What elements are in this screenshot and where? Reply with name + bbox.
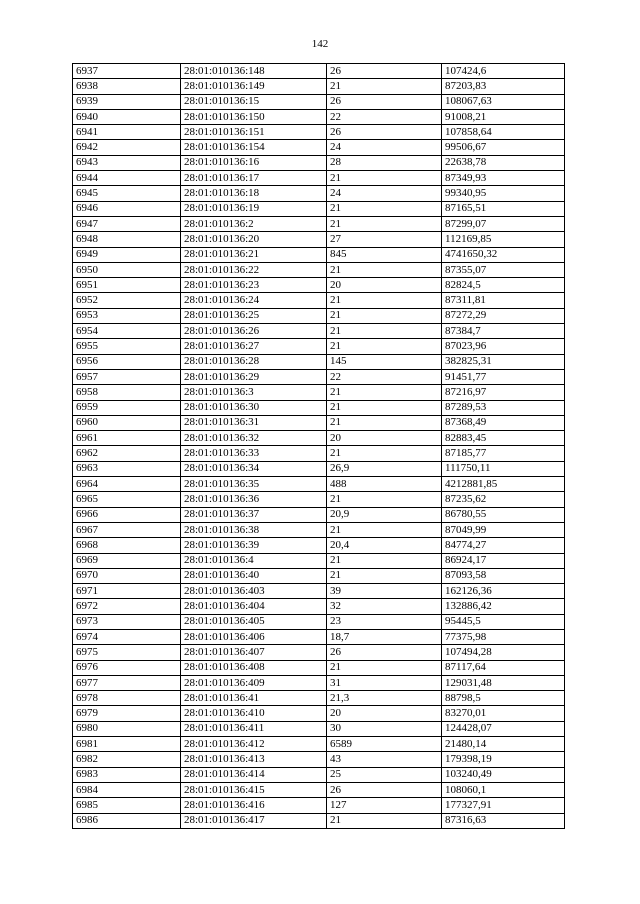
area-cell: 18,7: [327, 629, 442, 644]
cadastral-number-cell: 28:01:010136:154: [181, 140, 327, 155]
area-cell: 21: [327, 415, 442, 430]
cadastral-number-cell: 28:01:010136:35: [181, 477, 327, 492]
cadastral-number-cell: 28:01:010136:403: [181, 584, 327, 599]
row-number-cell: 6946: [73, 201, 181, 216]
row-number-cell: 6940: [73, 109, 181, 124]
value-cell: 87272,29: [442, 308, 565, 323]
value-cell: 22638,78: [442, 155, 565, 170]
row-number-cell: 6948: [73, 232, 181, 247]
cadastral-number-cell: 28:01:010136:150: [181, 109, 327, 124]
table-row: [73, 568, 565, 583]
table-row: [73, 400, 565, 415]
value-cell: 162126,36: [442, 584, 565, 599]
cadastral-number-cell: 28:01:010136:410: [181, 706, 327, 721]
area-cell: 39: [327, 584, 442, 599]
cadastral-number-cell: 28:01:010136:37: [181, 507, 327, 522]
area-cell: 24: [327, 140, 442, 155]
table-row: [73, 461, 565, 476]
value-cell: 107494,28: [442, 645, 565, 660]
value-cell: 87216,97: [442, 385, 565, 400]
row-number-cell: 6962: [73, 446, 181, 461]
table-row: [73, 507, 565, 522]
table-row: [73, 767, 565, 782]
value-cell: 83270,01: [442, 706, 565, 721]
row-number-cell: 6984: [73, 782, 181, 797]
row-number-cell: 6941: [73, 125, 181, 140]
area-cell: 21: [327, 339, 442, 354]
cadastral-number-cell: 28:01:010136:151: [181, 125, 327, 140]
row-number-cell: 6985: [73, 798, 181, 813]
cadastral-number-cell: 28:01:010136:30: [181, 400, 327, 415]
table-row: [73, 155, 565, 170]
row-number-cell: 6964: [73, 477, 181, 492]
area-cell: 21: [327, 522, 442, 537]
row-number-cell: 6970: [73, 568, 181, 583]
value-cell: 87049,99: [442, 522, 565, 537]
value-cell: 84774,27: [442, 538, 565, 553]
row-number-cell: 6958: [73, 385, 181, 400]
row-number-cell: 6959: [73, 400, 181, 415]
cadastral-number-cell: 28:01:010136:409: [181, 675, 327, 690]
cadastral-number-cell: 28:01:010136:41: [181, 691, 327, 706]
area-cell: 26: [327, 645, 442, 660]
area-cell: 26: [327, 64, 442, 79]
row-number-cell: 6961: [73, 431, 181, 446]
value-cell: 86924,17: [442, 553, 565, 568]
value-cell: 87368,49: [442, 415, 565, 430]
area-cell: 21: [327, 79, 442, 94]
table-row: [73, 599, 565, 614]
cadastral-number-cell: 28:01:010136:20: [181, 232, 327, 247]
row-number-cell: 6957: [73, 369, 181, 384]
area-cell: 20: [327, 278, 442, 293]
area-cell: 21: [327, 171, 442, 186]
cadastral-number-cell: 28:01:010136:415: [181, 782, 327, 797]
table-row: [73, 629, 565, 644]
row-number-cell: 6965: [73, 492, 181, 507]
table-row: [73, 522, 565, 537]
area-cell: 21: [327, 385, 442, 400]
area-cell: 488: [327, 477, 442, 492]
table-row: [73, 813, 565, 828]
table-row: [73, 675, 565, 690]
area-cell: 27: [327, 232, 442, 247]
area-cell: 20,9: [327, 507, 442, 522]
area-cell: 32: [327, 599, 442, 614]
area-cell: 21: [327, 308, 442, 323]
cadastral-number-cell: 28:01:010136:406: [181, 629, 327, 644]
table-row: [73, 415, 565, 430]
table-row: [73, 308, 565, 323]
value-cell: 87384,7: [442, 324, 565, 339]
row-number-cell: 6975: [73, 645, 181, 660]
cadastral-number-cell: 28:01:010136:412: [181, 737, 327, 752]
row-number-cell: 6942: [73, 140, 181, 155]
value-cell: 87299,07: [442, 216, 565, 231]
table-row: [73, 247, 565, 262]
value-cell: 108067,63: [442, 94, 565, 109]
area-cell: 31: [327, 675, 442, 690]
value-cell: 95445,5: [442, 614, 565, 629]
row-number-cell: 6978: [73, 691, 181, 706]
table-row: [73, 752, 565, 767]
area-cell: 22: [327, 369, 442, 384]
cadastral-number-cell: 28:01:010136:2: [181, 216, 327, 231]
table-row: [73, 645, 565, 660]
cadastral-number-cell: 28:01:010136:26: [181, 324, 327, 339]
area-cell: 21: [327, 216, 442, 231]
table-row: [73, 262, 565, 277]
table-row: [73, 737, 565, 752]
cadastral-number-cell: 28:01:010136:407: [181, 645, 327, 660]
cadastral-number-cell: 28:01:010136:416: [181, 798, 327, 813]
area-cell: 21,3: [327, 691, 442, 706]
area-cell: 21: [327, 446, 442, 461]
area-cell: 24: [327, 186, 442, 201]
row-number-cell: 6974: [73, 629, 181, 644]
area-cell: 127: [327, 798, 442, 813]
cadastral-number-cell: 28:01:010136:149: [181, 79, 327, 94]
cadastral-number-cell: 28:01:010136:23: [181, 278, 327, 293]
value-cell: 4212881,85: [442, 477, 565, 492]
row-number-cell: 6955: [73, 339, 181, 354]
cadastral-number-cell: 28:01:010136:22: [181, 262, 327, 277]
area-cell: 21: [327, 568, 442, 583]
table-row: [73, 354, 565, 369]
area-cell: 22: [327, 109, 442, 124]
cadastral-number-cell: 28:01:010136:408: [181, 660, 327, 675]
value-cell: 86780,55: [442, 507, 565, 522]
table-row: [73, 64, 565, 79]
area-cell: 30: [327, 721, 442, 736]
row-number-cell: 6973: [73, 614, 181, 629]
value-cell: 87235,62: [442, 492, 565, 507]
value-cell: 87117,64: [442, 660, 565, 675]
table-row: [73, 125, 565, 140]
cadastral-number-cell: 28:01:010136:27: [181, 339, 327, 354]
table-row: [73, 431, 565, 446]
table-row: [73, 446, 565, 461]
cadastral-number-cell: 28:01:010136:32: [181, 431, 327, 446]
row-number-cell: 6952: [73, 293, 181, 308]
cadastral-number-cell: 28:01:010136:28: [181, 354, 327, 369]
area-cell: 23: [327, 614, 442, 629]
row-number-cell: 6966: [73, 507, 181, 522]
value-cell: 99506,67: [442, 140, 565, 155]
area-cell: 145: [327, 354, 442, 369]
area-cell: 26: [327, 782, 442, 797]
cadastral-number-cell: 28:01:010136:405: [181, 614, 327, 629]
row-number-cell: 6943: [73, 155, 181, 170]
value-cell: 91008,21: [442, 109, 565, 124]
row-number-cell: 6976: [73, 660, 181, 675]
value-cell: 87349,93: [442, 171, 565, 186]
area-cell: 6589: [327, 737, 442, 752]
table-row: [73, 584, 565, 599]
table-row: [73, 385, 565, 400]
value-cell: 103240,49: [442, 767, 565, 782]
table-row: [73, 339, 565, 354]
value-cell: 107858,64: [442, 125, 565, 140]
row-number-cell: 6947: [73, 216, 181, 231]
value-cell: 87355,07: [442, 262, 565, 277]
cadastral-number-cell: 28:01:010136:38: [181, 522, 327, 537]
cadastral-number-cell: 28:01:010136:34: [181, 461, 327, 476]
cadastral-number-cell: 28:01:010136:411: [181, 721, 327, 736]
cadastral-number-cell: 28:01:010136:39: [181, 538, 327, 553]
table-row: [73, 782, 565, 797]
area-cell: 21: [327, 201, 442, 216]
table-row: [73, 293, 565, 308]
row-number-cell: 6986: [73, 813, 181, 828]
row-number-cell: 6972: [73, 599, 181, 614]
cadastral-number-cell: 28:01:010136:413: [181, 752, 327, 767]
table-row: [73, 721, 565, 736]
area-cell: 21: [327, 492, 442, 507]
cadastral-number-cell: 28:01:010136:36: [181, 492, 327, 507]
area-cell: 26: [327, 94, 442, 109]
value-cell: 87316,63: [442, 813, 565, 828]
area-cell: 21: [327, 324, 442, 339]
row-number-cell: 6939: [73, 94, 181, 109]
table-row: [73, 477, 565, 492]
table-row: [73, 216, 565, 231]
row-number-cell: 6979: [73, 706, 181, 721]
row-number-cell: 6954: [73, 324, 181, 339]
row-number-cell: 6953: [73, 308, 181, 323]
table-row: [73, 140, 565, 155]
table-row: [73, 79, 565, 94]
table-row: [73, 278, 565, 293]
cadastral-number-cell: 28:01:010136:417: [181, 813, 327, 828]
value-cell: 87165,51: [442, 201, 565, 216]
area-cell: 25: [327, 767, 442, 782]
table-row: [73, 324, 565, 339]
cadastral-number-cell: 28:01:010136:414: [181, 767, 327, 782]
cadastral-number-cell: 28:01:010136:31: [181, 415, 327, 430]
value-cell: 179398,19: [442, 752, 565, 767]
area-cell: 20: [327, 706, 442, 721]
area-cell: 26: [327, 125, 442, 140]
row-number-cell: 6938: [73, 79, 181, 94]
cadastral-table: [72, 63, 565, 829]
table-row: [73, 553, 565, 568]
cadastral-number-cell: 28:01:010136:33: [181, 446, 327, 461]
value-cell: 77375,98: [442, 629, 565, 644]
table-row: [73, 186, 565, 201]
cadastral-number-cell: 28:01:010136:3: [181, 385, 327, 400]
area-cell: 21: [327, 400, 442, 415]
row-number-cell: 6971: [73, 584, 181, 599]
row-number-cell: 6963: [73, 461, 181, 476]
row-number-cell: 6945: [73, 186, 181, 201]
value-cell: 87289,53: [442, 400, 565, 415]
value-cell: 112169,85: [442, 232, 565, 247]
table-row: [73, 660, 565, 675]
table-row: [73, 706, 565, 721]
row-number-cell: 6977: [73, 675, 181, 690]
value-cell: 21480,14: [442, 737, 565, 752]
row-number-cell: 6960: [73, 415, 181, 430]
table-row: [73, 492, 565, 507]
row-number-cell: 6951: [73, 278, 181, 293]
value-cell: 82883,45: [442, 431, 565, 446]
area-cell: 21: [327, 293, 442, 308]
value-cell: 4741650,32: [442, 247, 565, 262]
cadastral-number-cell: 28:01:010136:25: [181, 308, 327, 323]
table-row: [73, 109, 565, 124]
row-number-cell: 6981: [73, 737, 181, 752]
value-cell: 382825,31: [442, 354, 565, 369]
cadastral-number-cell: 28:01:010136:24: [181, 293, 327, 308]
row-number-cell: 6944: [73, 171, 181, 186]
cadastral-number-cell: 28:01:010136:21: [181, 247, 327, 262]
area-cell: 21: [327, 262, 442, 277]
cadastral-number-cell: 28:01:010136:404: [181, 599, 327, 614]
cadastral-number-cell: 28:01:010136:148: [181, 64, 327, 79]
value-cell: 87311,81: [442, 293, 565, 308]
area-cell: 21: [327, 553, 442, 568]
row-number-cell: 6983: [73, 767, 181, 782]
row-number-cell: 6982: [73, 752, 181, 767]
area-cell: 20: [327, 431, 442, 446]
table-row: [73, 232, 565, 247]
value-cell: 107424,6: [442, 64, 565, 79]
value-cell: 124428,07: [442, 721, 565, 736]
value-cell: 108060,1: [442, 782, 565, 797]
table-body: [73, 64, 565, 829]
cadastral-number-cell: 28:01:010136:18: [181, 186, 327, 201]
cadastral-number-cell: 28:01:010136:17: [181, 171, 327, 186]
value-cell: 111750,11: [442, 461, 565, 476]
value-cell: 87023,96: [442, 339, 565, 354]
row-number-cell: 6969: [73, 553, 181, 568]
row-number-cell: 6980: [73, 721, 181, 736]
row-number-cell: 6949: [73, 247, 181, 262]
cadastral-number-cell: 28:01:010136:4: [181, 553, 327, 568]
page-number: 142: [311, 38, 329, 50]
row-number-cell: 6937: [73, 64, 181, 79]
value-cell: 82824,5: [442, 278, 565, 293]
area-cell: 43: [327, 752, 442, 767]
row-number-cell: 6956: [73, 354, 181, 369]
area-cell: 21: [327, 660, 442, 675]
cadastral-number-cell: 28:01:010136:16: [181, 155, 327, 170]
cadastral-number-cell: 28:01:010136:29: [181, 369, 327, 384]
value-cell: 88798,5: [442, 691, 565, 706]
table-row: [73, 614, 565, 629]
row-number-cell: 6968: [73, 538, 181, 553]
cadastral-number-cell: 28:01:010136:15: [181, 94, 327, 109]
cadastral-number-cell: 28:01:010136:19: [181, 201, 327, 216]
row-number-cell: 6950: [73, 262, 181, 277]
value-cell: 87185,77: [442, 446, 565, 461]
area-cell: 28: [327, 155, 442, 170]
cadastral-number-cell: 28:01:010136:40: [181, 568, 327, 583]
table-row: [73, 171, 565, 186]
area-cell: 845: [327, 247, 442, 262]
value-cell: 87093,58: [442, 568, 565, 583]
table-row: [73, 691, 565, 706]
table-row: [73, 94, 565, 109]
value-cell: 132886,42: [442, 599, 565, 614]
area-cell: 20,4: [327, 538, 442, 553]
area-cell: 21: [327, 813, 442, 828]
value-cell: 177327,91: [442, 798, 565, 813]
value-cell: 87203,83: [442, 79, 565, 94]
area-cell: 26,9: [327, 461, 442, 476]
value-cell: 129031,48: [442, 675, 565, 690]
table-row: [73, 369, 565, 384]
table-row: [73, 538, 565, 553]
value-cell: 99340,95: [442, 186, 565, 201]
value-cell: 91451,77: [442, 369, 565, 384]
table-row: [73, 201, 565, 216]
row-number-cell: 6967: [73, 522, 181, 537]
table-row: [73, 798, 565, 813]
